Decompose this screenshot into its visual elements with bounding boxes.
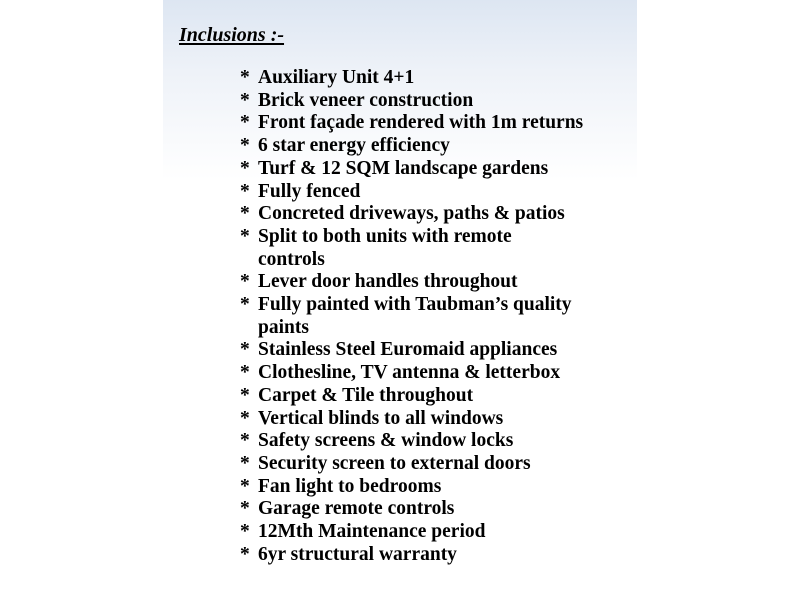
list-item — [240, 67, 583, 90]
list-item-text: Fully fenced — [258, 180, 361, 202]
list-item-text: Turf & 12 SQM landscape gardens — [258, 157, 549, 179]
bullet-star: * — [240, 407, 250, 429]
list-item — [240, 90, 583, 113]
list-item — [240, 498, 583, 521]
list-item — [240, 544, 583, 567]
list-item-text: 6yr structural warranty — [258, 543, 457, 565]
list-item — [240, 181, 583, 204]
list-item — [240, 362, 583, 385]
list-item-text: Fan light to bedrooms — [258, 475, 442, 497]
list-item — [240, 430, 583, 453]
bullet-star: * — [240, 135, 250, 157]
bullet-star: * — [240, 89, 250, 111]
bullet-star: * — [240, 294, 250, 316]
list-item — [240, 158, 583, 181]
bullet-star: * — [240, 112, 250, 134]
list-item — [240, 339, 583, 362]
list-item-text: Fully painted with Taubman’s quality paints — [258, 294, 572, 338]
list-item-text: 6 star energy efficiency — [258, 135, 450, 157]
list-item-text: Clothesline, TV antenna & letterbox — [258, 362, 561, 384]
bullet-star: * — [240, 180, 250, 202]
list-item-text: Lever door handles throughout — [258, 271, 518, 293]
list-item-text: Vertical blinds to all windows — [258, 407, 504, 429]
bullet-star: * — [240, 521, 250, 543]
list-item — [240, 294, 583, 339]
bullet-star: * — [240, 498, 250, 520]
list-item-text: Stainless Steel Euromaid appliances — [258, 339, 558, 361]
list-item-text: Split to both units with remote controls — [258, 225, 512, 270]
bullet-star: * — [240, 430, 250, 452]
list-item — [240, 271, 583, 294]
list-item-text: Security screen to external doors — [258, 452, 531, 474]
bullet-star: * — [240, 271, 250, 293]
list-item — [240, 226, 583, 271]
list-item-text: Safety screens & window locks — [258, 430, 514, 452]
bullet-star: * — [240, 67, 250, 88]
list-item — [240, 112, 583, 135]
list-item — [240, 385, 583, 408]
list-item — [240, 408, 583, 431]
bullet-star: * — [240, 475, 250, 497]
list-item-text: Front façade rendered with 1m returns — [258, 112, 584, 134]
bullet-star: * — [240, 543, 250, 565]
bullet-star: * — [240, 225, 250, 247]
list-item — [240, 203, 583, 226]
list-item-text: Garage remote controls — [258, 498, 455, 520]
list-item — [240, 135, 583, 158]
bullet-star: * — [240, 452, 250, 474]
list-item-text: Brick veneer construction — [258, 89, 474, 111]
list-item-text: Auxiliary Unit 4+1 — [258, 67, 415, 88]
bullet-star: * — [240, 362, 250, 384]
list-item-text: Concreted driveways, paths & patios — [258, 203, 565, 225]
list-item — [240, 476, 583, 499]
bullet-star: * — [240, 157, 250, 179]
inclusions-heading: Inclusions :- — [179, 24, 285, 46]
inclusions-list — [240, 67, 583, 566]
bullet-star: * — [240, 203, 250, 225]
list-item — [240, 453, 583, 476]
bullet-star: * — [240, 339, 250, 361]
list-item-text: 12Mth Maintenance period — [258, 521, 486, 543]
bullet-star: * — [240, 384, 250, 406]
list-item — [240, 521, 583, 544]
list-item-text: Carpet & Tile throughout — [258, 384, 474, 406]
